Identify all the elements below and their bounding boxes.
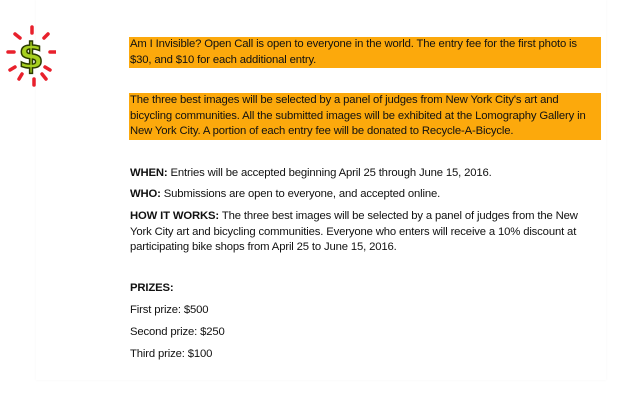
how-it-works-paragraph (130, 209, 605, 256)
prizes-heading-text: PRIZES: (130, 282, 174, 294)
when-label: WHEN: (130, 167, 168, 179)
when-text: Entries will be accepted beginning April 25 through June 15, 2016. (167, 167, 492, 179)
when-paragraph (130, 166, 605, 182)
svg-text:$: $ (18, 36, 44, 77)
how-line-1: The three best images will be selected by a panel of judges from the New (219, 210, 578, 222)
who-paragraph (130, 187, 605, 203)
prize-item: Second prize: $250 (130, 326, 225, 338)
judges-line-3: New York City. A portion of each entry fee will be donated to Recycle-A-Bicycle. (130, 125, 514, 137)
prizes-heading (130, 281, 605, 297)
judges-highlight (129, 93, 601, 140)
prize-item: First prize: $500 (130, 304, 209, 316)
prize-item: Third prize: $100 (130, 348, 213, 360)
how-line-2: York City art and bicycling communities. Everyone who enters will receive a 10% discount at (130, 225, 577, 238)
intro-highlight (129, 37, 601, 68)
dollar-sign-burst-icon (4, 22, 56, 92)
who-label: WHO: (130, 188, 161, 200)
how-line-3: participating bike shops from April 25 to June 15, 2016. (130, 241, 397, 253)
how-label: HOW IT WORKS: (130, 210, 220, 222)
who-text: Submissions are open to everyone, and accepted online. (160, 188, 441, 200)
judges-line-1: The three best images will be selected by a panel of judges from New York City's art and (130, 94, 559, 106)
intro-line-1: Am I Invisible? Open Call is open to everyone in the world. The entry fee for the first photo is (130, 38, 577, 50)
intro-line-2: $30, and $10 for each additional entry. (130, 53, 317, 66)
judges-line-2: bicycling communities. All the submitted images will be exhibited at the Lomography Gallery in (130, 109, 586, 122)
